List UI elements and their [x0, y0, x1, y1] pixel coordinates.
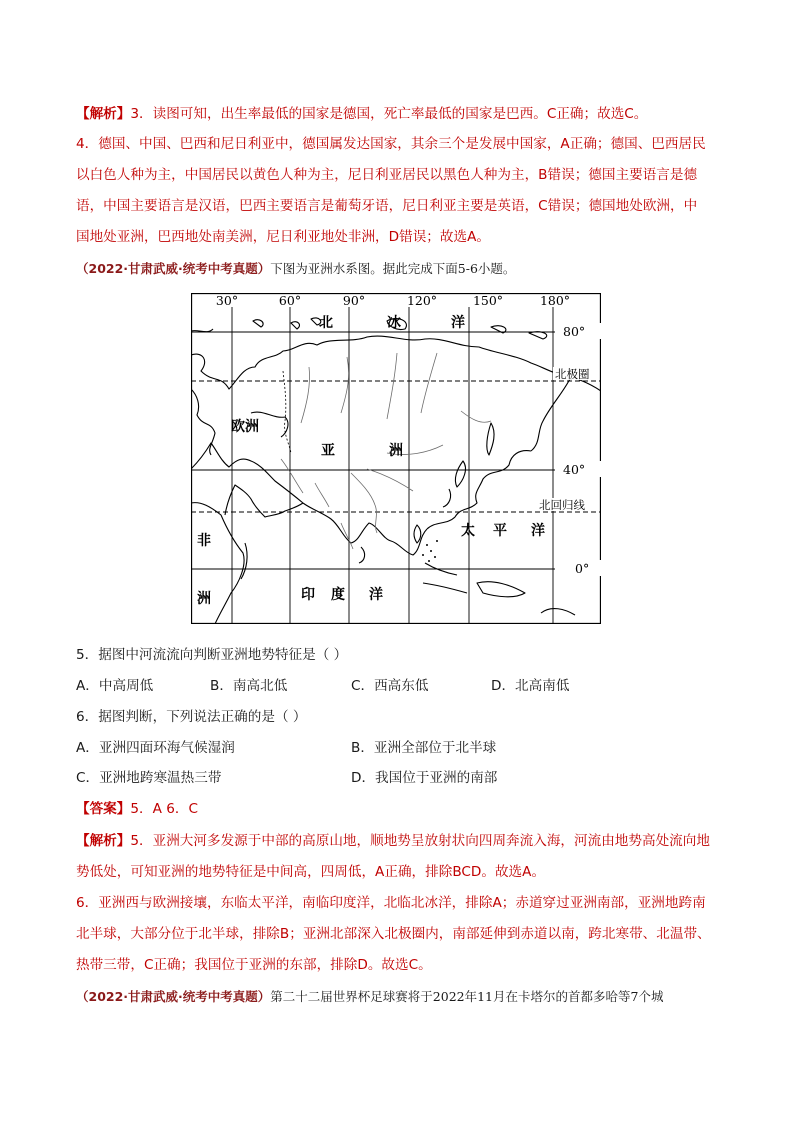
lon-label-30: 30° [215, 293, 239, 308]
source-line-1 [76, 259, 726, 279]
label-bei: 北 [319, 315, 333, 331]
q5-option-b: B．南高北低 [210, 678, 288, 694]
label-yin: 印 [301, 587, 315, 603]
label-zhou: 洲 [389, 443, 403, 459]
q5-option-d: D．北高南低 [491, 678, 570, 694]
lon-label-90: 90° [342, 293, 366, 308]
arctic-circle-label: 北极圈 [555, 367, 590, 381]
analysis-6-line-2: 北半球，大部分位于北半球，排除B；亚洲北部深入北极圈内，南部延伸到赤道以南，跨北寒带、北温带、 [76, 926, 711, 942]
lat-label-80: 80° [563, 324, 586, 339]
lon-label-180: 180° [539, 293, 571, 308]
source-label: （2022·甘肃武威·统考中考真题） [76, 261, 271, 276]
analysis-6-line-1: 6．亚洲西与欧洲接壤，东临太平洋，南临印度洋，北临北冰洋，排除A；赤道穿过亚洲南部，亚洲地跨南 [76, 895, 706, 911]
tropic-label: 北回归线 [539, 498, 585, 512]
source-line-2 [76, 987, 726, 1007]
analysis-4-line-1: 4．德国、中国、巴西和尼日利亚中，德国属发达国家，其余三个是发展中国家，A正确；德国、巴西居民 [76, 136, 706, 152]
asia-water-system-map [191, 293, 601, 624]
label-fei: 非 [197, 533, 211, 549]
label-yang-indian: 洋 [369, 587, 383, 603]
analysis-4-line-3: 语，中国主要语言是汉语，巴西主要语言是葡萄牙语，尼日利亚主要是英语，C错误；德国地处欧洲，中 [76, 198, 698, 214]
label-ya: 亚 [321, 443, 335, 459]
label-du: 度 [331, 587, 345, 603]
analysis-4-line-4: 国地处亚洲，巴西地处南美洲，尼日利亚地处非洲，D错误；故选A。 [76, 229, 490, 245]
source-text: 下图为亚洲水系图。据此完成下面5-6小题。 [270, 261, 516, 276]
q5-option-a: A．中高周低 [76, 678, 154, 694]
label-zhou-africa: 洲 [197, 591, 211, 607]
analysis-tag: 【解析】 [76, 106, 131, 122]
question-5-stem: 5．据图中河流流向判断亚洲地势特征是（ ） [76, 647, 348, 663]
lon-label-120: 120° [406, 293, 438, 308]
label-yang-arctic: 洋 [451, 315, 465, 331]
q6-option-a: A．亚洲四面环海气候湿润 [76, 740, 235, 756]
label-tai: 太 [461, 523, 475, 539]
source-text-2: 第二十二届世界杯足球赛将于2022年11月在卡塔尔的首都多哈等7个城 [270, 989, 664, 1004]
analysis-5-line-2: 势低处，可知亚洲的地势特征是中间高，四周低，A正确，排除BCD。故选A。 [76, 864, 546, 880]
label-yang-pacific: 洋 [531, 523, 545, 539]
q6-option-d: D．我国位于亚洲的南部 [351, 770, 498, 786]
answer-tag: 【答案】 [76, 801, 131, 817]
lat-label-0: 0° [575, 561, 590, 576]
analysis-tag-2: 【解析】 [76, 833, 131, 849]
analysis-4-line-2: 以白色人种为主，中国居民以黄色人种为主，尼日利亚居民以黑色人种为主，B错误；德国主要语言是德 [76, 167, 698, 183]
q5-option-c: C．西高东低 [351, 678, 429, 694]
q6-option-c: C．亚洲地跨寒温热三带 [76, 770, 222, 786]
lon-label-60: 60° [278, 293, 302, 308]
analysis-5-line-1 [76, 831, 726, 851]
analysis-3-text: 3．读图可知，出生率最低的国家是德国，死亡率最低的国家是巴西。C正确；故选C。 [130, 106, 648, 122]
source-label-2: （2022·甘肃武威·统考中考真题） [76, 989, 271, 1004]
q6-option-b: B．亚洲全部位于北半球 [351, 740, 497, 756]
answer-text: 5．A 6．C [130, 801, 198, 817]
analysis-3-line [76, 104, 726, 124]
label-ping: 平 [493, 523, 507, 539]
analysis-6-line-3: 热带三带，C正确；我国位于亚洲的东部，排除D。故选C。 [76, 957, 432, 973]
label-bing: 冰 [387, 315, 401, 331]
answer-line [76, 799, 726, 819]
question-6-stem: 6．据图判断，下列说法正确的是（ ） [76, 709, 307, 725]
lon-label-150: 150° [472, 293, 504, 308]
analysis-5-text: 5．亚洲大河多发源于中部的高原山地，顺地势呈放射状向四周奔流入海，河流由地势高处流向地 [130, 833, 710, 849]
lat-label-40: 40° [563, 462, 586, 477]
label-europe: 欧洲 [231, 419, 259, 435]
